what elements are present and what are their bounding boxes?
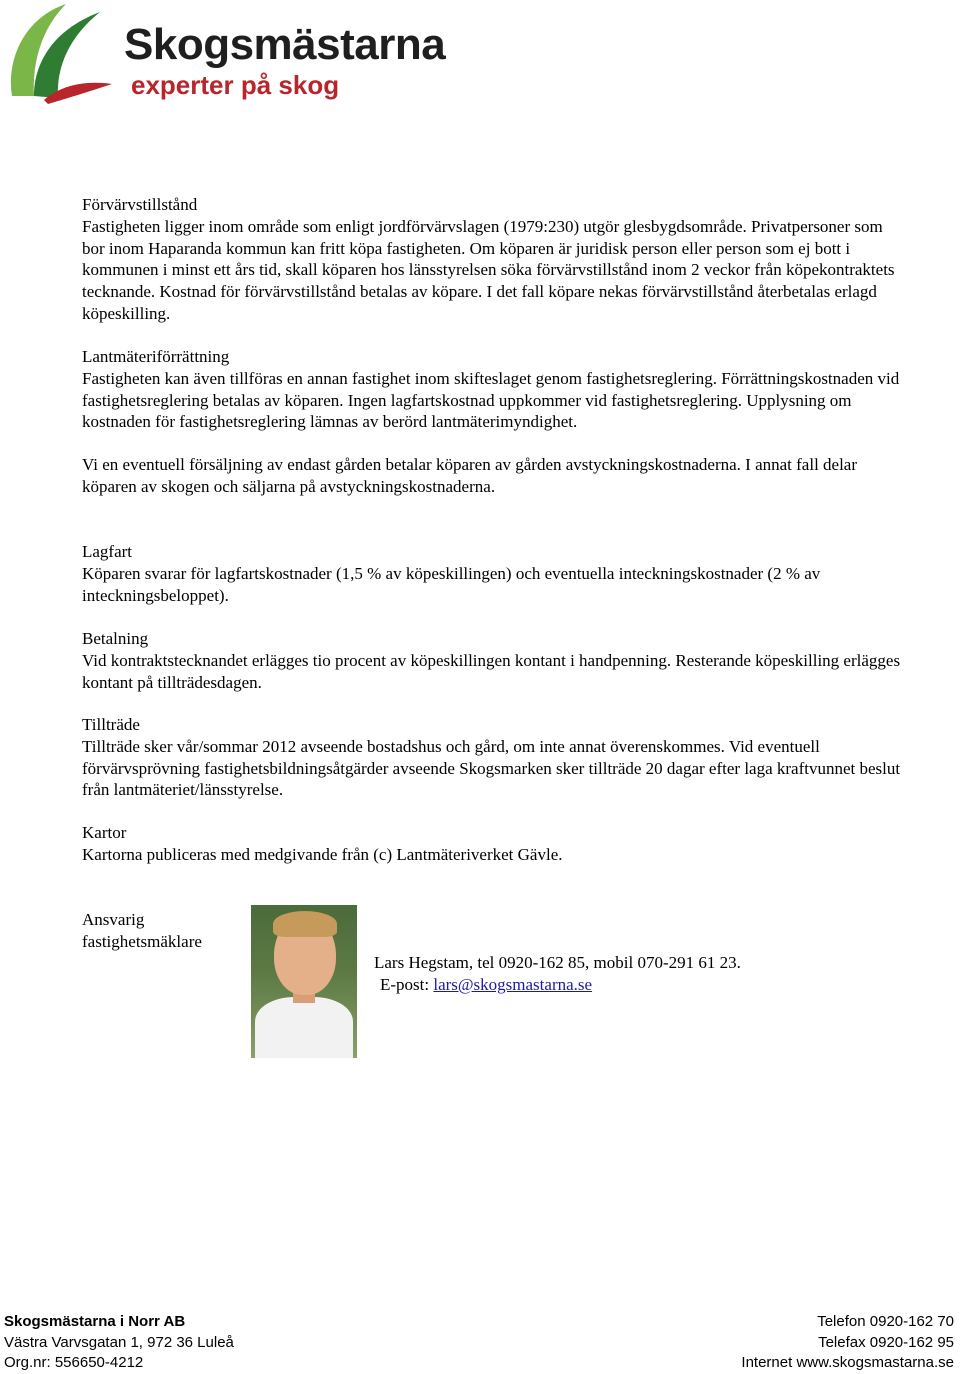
footer-org: Org.nr: 556650-4212 bbox=[4, 1354, 144, 1371]
footer-phone: Telefon 0920-162 70 bbox=[817, 1313, 954, 1330]
section-kartor bbox=[82, 822, 902, 866]
contact-details bbox=[374, 952, 741, 996]
section-heading: Lagfart bbox=[82, 542, 133, 561]
email-label: E-post: bbox=[380, 975, 434, 994]
footer-fax: Telefax 0920-162 95 bbox=[818, 1333, 954, 1351]
section-paragraph: Vi en eventuell försäljning av endast gården betalar köparen av gården avstyckningskostnaderna. I annat fall delar köparen av skogen och säljarna på avstyckningskostnaderna. bbox=[82, 455, 858, 496]
contact-heading-line: fastighetsmäklare bbox=[82, 931, 202, 951]
section-paragraph: Tillträde sker vår/sommar 2012 avseende bostadshus och gård, om inte annat överenskommes. Vid eventuell förvärvsprövning fastighetsbildningsåtgärder avseende Skogsmarken sker tillträde 20 dagar efter laga kraftvunnet beslut från lantmäteriet/länsstyrelse. bbox=[82, 736, 901, 800]
contact-heading-line: Ansvarig bbox=[82, 910, 145, 929]
section-forvarvstillstand bbox=[82, 194, 902, 325]
section-betalning bbox=[82, 628, 902, 693]
footer-address: Västra Varvsgatan 1, 972 36 Luleå bbox=[4, 1333, 234, 1351]
section-lagfart bbox=[82, 541, 902, 606]
section-paragraph: Köparen svarar för lagfartskostnader (1,5 % av köpeskillingen) och eventuella inteckningskostnader (2 % av inteckningsbeloppet). bbox=[82, 563, 821, 605]
broker-photo bbox=[251, 905, 357, 1058]
section-heading: Tillträde bbox=[82, 715, 140, 734]
leaf-logo-icon bbox=[4, 0, 114, 106]
logo-tagline: experter på skog bbox=[131, 70, 340, 100]
contact-phone-line: Lars Hegstam, tel 0920-162 85, mobil 070-291 61 23. bbox=[374, 953, 741, 972]
company-logo bbox=[4, 0, 446, 106]
section-lantmateriforrattning bbox=[82, 346, 902, 498]
logo-wordmark: Skogsmästarna bbox=[124, 20, 446, 69]
section-heading: Förvärvstillstånd bbox=[82, 195, 198, 214]
section-heading: Lantmäteriförrättning bbox=[82, 347, 230, 366]
footer-company-info bbox=[4, 1312, 234, 1374]
footer-contact-info bbox=[741, 1312, 954, 1374]
section-tilltrade bbox=[82, 714, 902, 801]
contact-heading bbox=[82, 909, 242, 953]
section-heading: Betalning bbox=[82, 629, 149, 648]
email-link[interactable]: lars@skogsmastarna.se bbox=[433, 975, 593, 994]
footer-company: Skogsmästarna i Norr AB bbox=[4, 1313, 186, 1330]
contact-email-line bbox=[374, 974, 741, 996]
section-heading: Kartor bbox=[82, 823, 127, 842]
footer-web: Internet www.skogsmastarna.se bbox=[741, 1354, 954, 1371]
section-paragraph: Fastigheten kan även tillföras en annan fastighet inom skifteslaget genom fastighetsreglering. Förrättningskostnaden vid fastighetsreglering betalas av köparen. Ingen lagfartskostnad uppkommer vid fastighetsreglering. Upplysning om kostnaden för fastighetsreglering lämnas av berörd lantmäterimyndighet. bbox=[82, 368, 900, 432]
section-paragraph: Kartorna publiceras med medgivande från (c) Lantmäteriverket Gävle. bbox=[82, 844, 563, 864]
section-paragraph: Vid kontraktstecknandet erlägges tio procent av köpeskillingen kontant i handpenning. Resterande köpeskilling erlägges kontant på tillträdesdagen. bbox=[82, 650, 901, 692]
section-paragraph: Fastigheten ligger inom område som enligt jordförvärvslagen (1979:230) utgör glesbygdsområde. Privatpersoner som bor inom Haparanda kommun kan fritt köpa fastigheten. Om köparen är juridisk person eller person som ej bott i kommunen i minst ett års tid, skall köparen hos länsstyrelsen söka förvärvstillstånd inom 2 veckor från köpekontraktets tecknande. Kostnad för förvärvstillstånd betalas av köpare. I det fall köpare nekas förvärvstillstånd återbetalas erlagd köpeskilling. bbox=[82, 216, 895, 323]
